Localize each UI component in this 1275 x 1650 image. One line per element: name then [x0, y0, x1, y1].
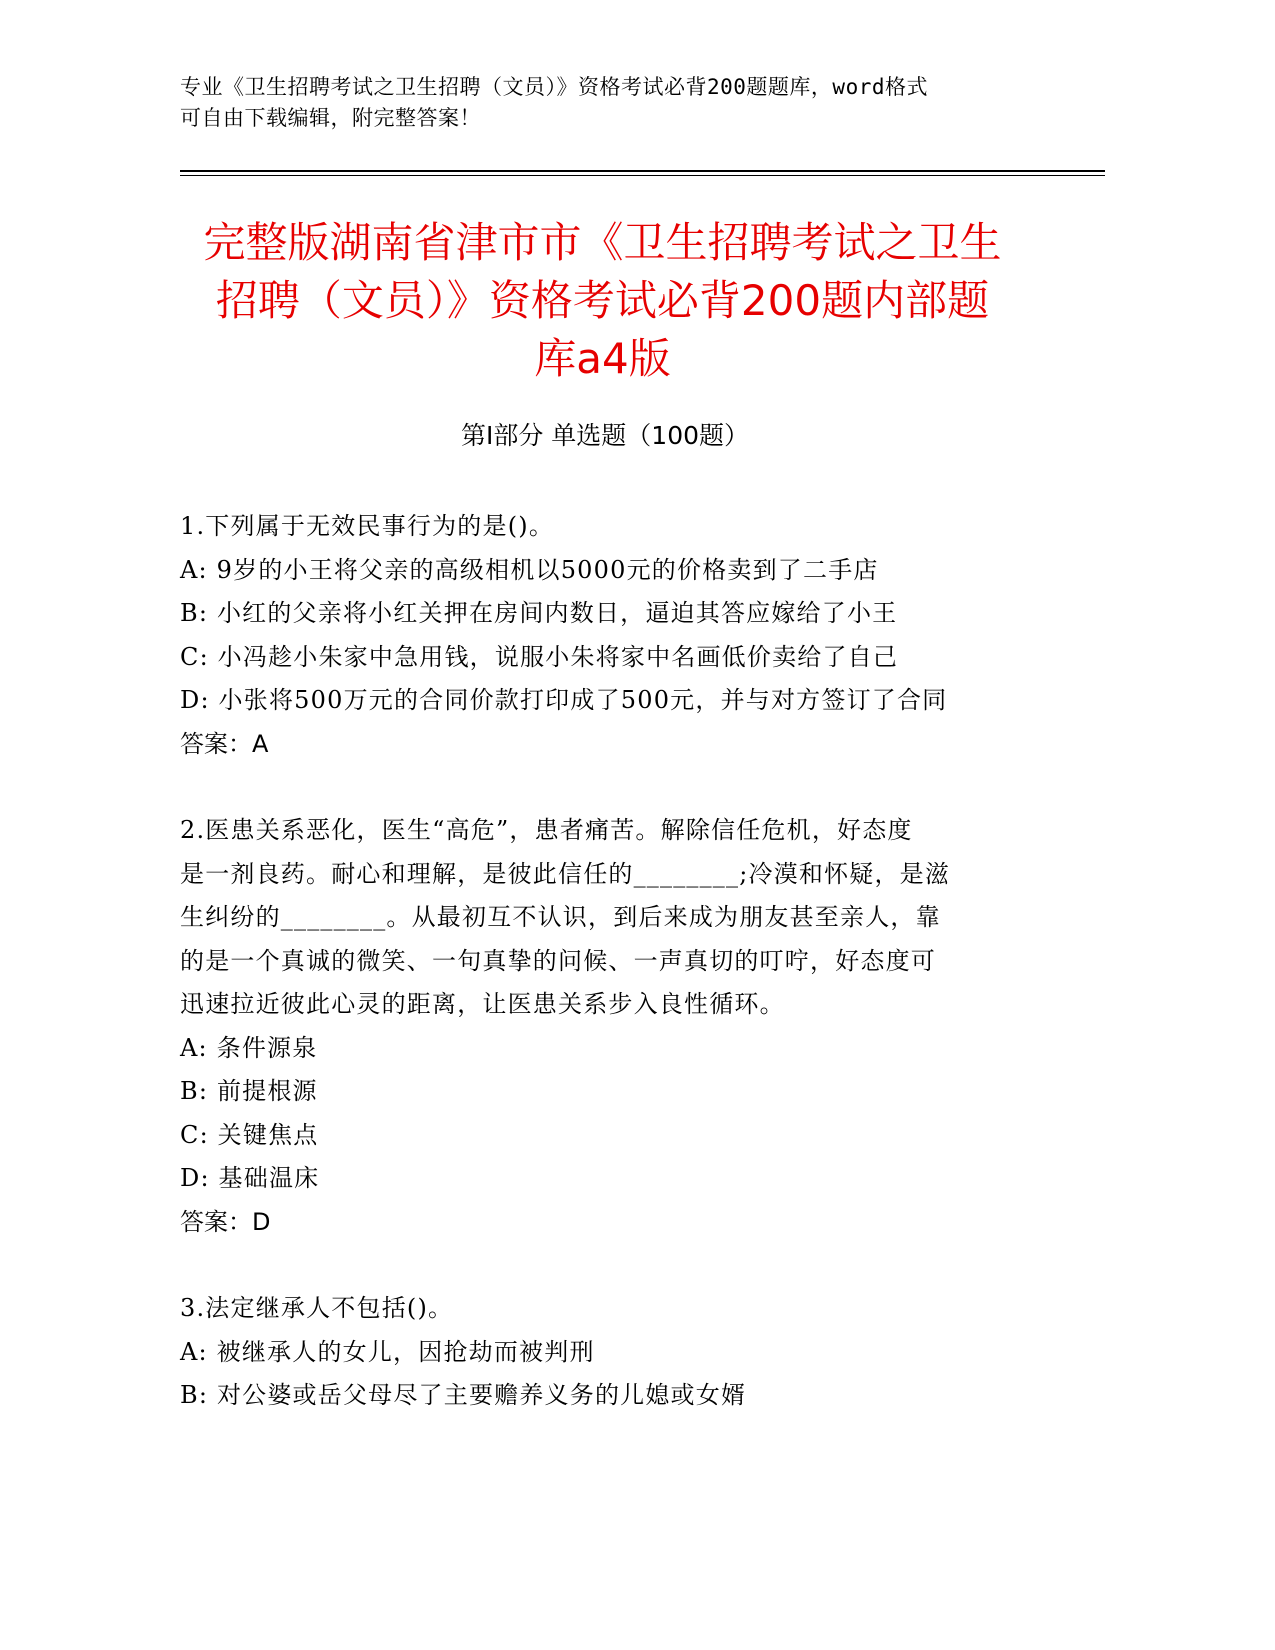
document-title-line-2: 招聘（文员）》资格考试必背200题内部题 — [215, 276, 990, 325]
option-a: A: 被继承人的女儿，因抢劫而被判刑 — [180, 1337, 595, 1366]
option-a: A: 9岁的小王将父亲的高级相机以5000元的价格卖到了二手店 — [180, 555, 879, 584]
question-stem: 生纠纷的________。从最初互不认识，到后来成为朋友甚至亲人，靠 — [180, 903, 941, 931]
header-divider-thick — [180, 170, 1105, 172]
question-stem: 的是一个真诚的微笑、一句真挚的问候、一声真切的叮咛，好态度可 — [180, 946, 936, 975]
answer-label: 答案：A — [180, 729, 269, 758]
question-1 — [180, 505, 1030, 766]
document-title — [170, 214, 1035, 388]
header-note-line-1: 专业《卫生招聘考试之卫生招聘（文员）》资格考试必背200题题库，word格式 — [180, 75, 928, 99]
option-d: D: 小张将500万元的合同价款打印成了500元，并与对方签订了合同 — [180, 686, 948, 714]
question-stem: 是一剂良药。耐心和理解，是彼此信任的________;冷漠和怀疑，是滋 — [180, 859, 951, 888]
question-2 — [180, 809, 1030, 1244]
question-stem: 迅速拉近彼此心灵的距离，让医患关系步入良性循环。 — [180, 990, 785, 1018]
option-c: C: 小冯趁小朱家中急用钱，说服小朱将家中名画低价卖给了自己 — [180, 642, 899, 671]
option-b: B: 前提根源 — [180, 1077, 318, 1105]
option-c: C: 关键焦点 — [180, 1120, 319, 1149]
question-list — [180, 505, 1030, 1461]
question-stem: 3.法定继承人不包括()。 — [180, 1294, 454, 1322]
answer-label: 答案：D — [180, 1207, 271, 1236]
question-stem: 1.下列属于无效民事行为的是()。 — [180, 512, 555, 540]
document-title-line-1: 完整版湖南省津市市《卫生招聘考试之卫生 — [203, 218, 1002, 267]
header-note — [180, 72, 1030, 134]
header-divider-thin — [180, 175, 1105, 176]
option-a: A: 条件源泉 — [180, 1033, 318, 1062]
section-heading: 第I部分 单选题（100题） — [460, 421, 750, 450]
option-b: B: 对公婆或岳父母尽了主要赡养义务的儿媳或女婿 — [180, 1381, 747, 1409]
document-title-line-3: 库a4版 — [534, 334, 671, 383]
option-d: D: 基础温床 — [180, 1164, 320, 1192]
question-3 — [180, 1287, 1030, 1418]
header-note-line-2: 可自由下载编辑，附完整答案！ — [180, 106, 481, 130]
question-stem: 2.医患关系恶化，医生“高危”，患者痛苦。解除信任危机，好态度 — [180, 816, 913, 844]
option-b: B: 小红的父亲将小红关押在房间内数日，逼迫其答应嫁给了小王 — [180, 599, 898, 627]
